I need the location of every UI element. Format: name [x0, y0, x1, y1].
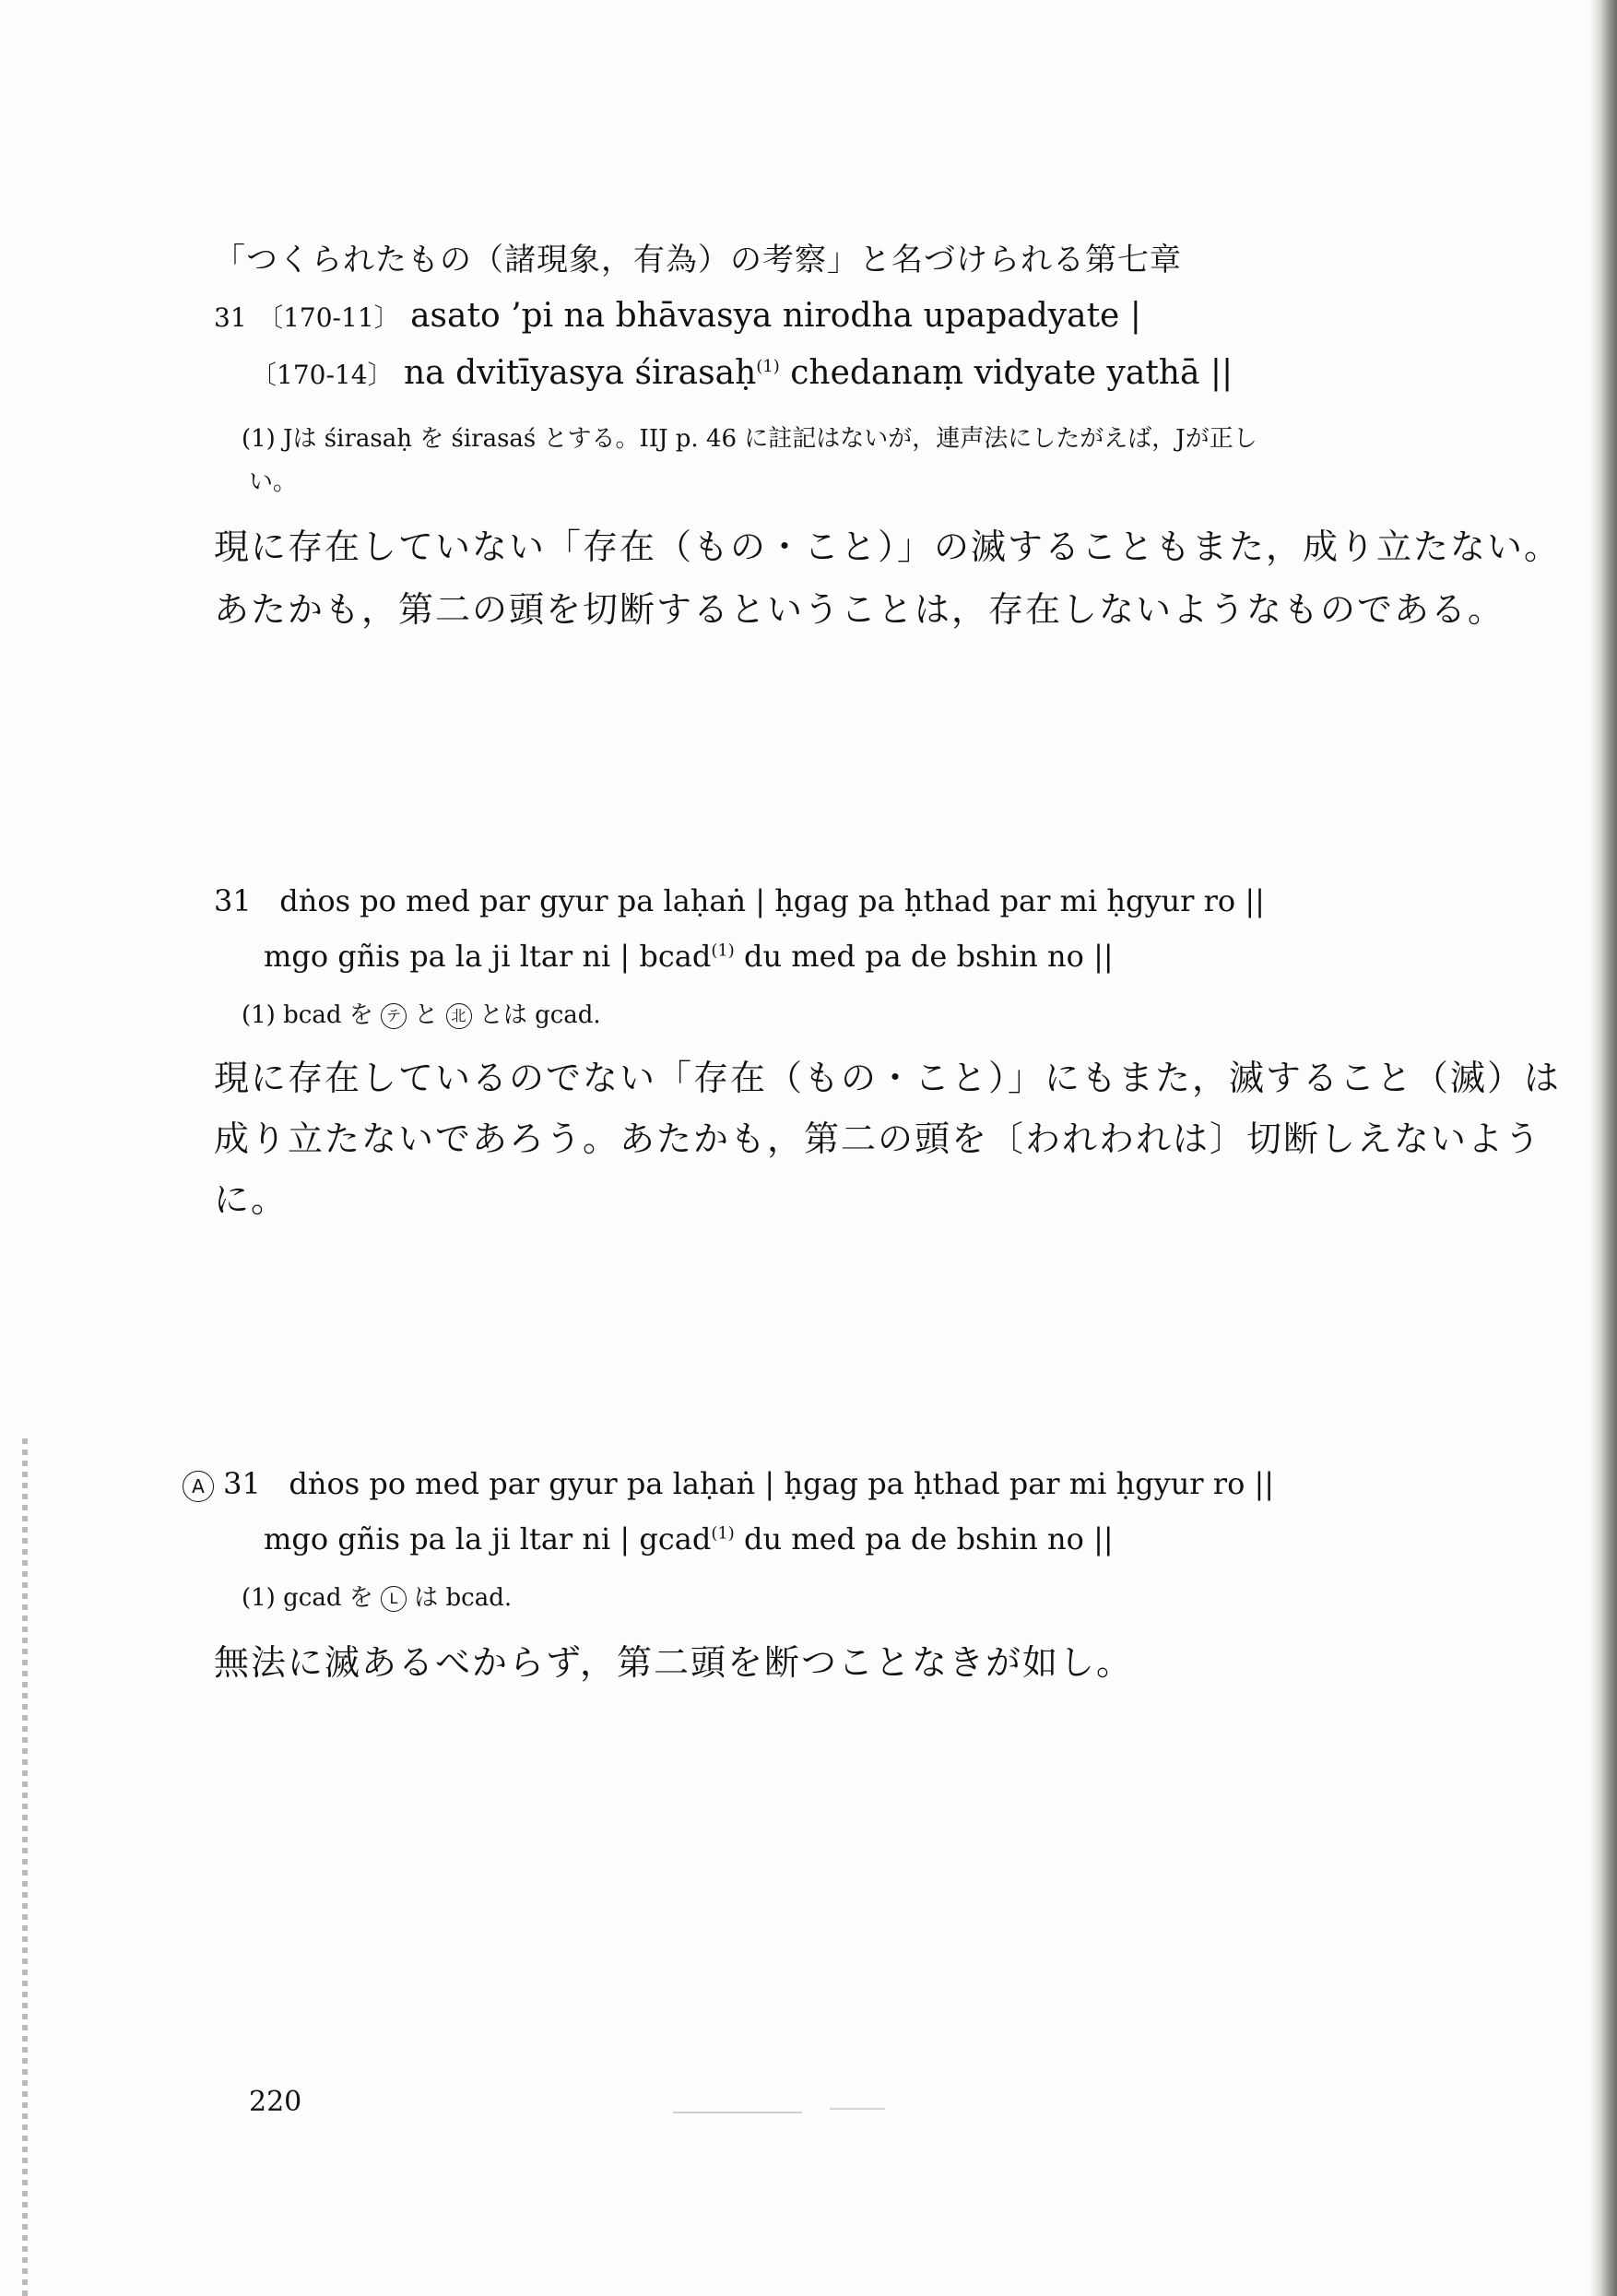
verse-number: 31 [223, 1466, 261, 1501]
footnote-text: Jは śirasaḥ を śirasaś とする。IIJ p. 46 に註記はないが，連声法にしたがえば，Jが正し [283, 425, 1257, 453]
edition-sigla-icon: A [183, 1471, 214, 1502]
sanskrit-ref-1: 〔170-11〕 [257, 302, 400, 333]
footnote-label: (1) [242, 1001, 276, 1029]
sanskrit-text-2b: chedanaṃ vidyate yathā || [779, 354, 1233, 392]
sanskrit-ref-2: 〔170-14〕 [251, 360, 394, 390]
translation-line: に。 [214, 1179, 289, 1220]
scan-smudge [830, 2108, 885, 2110]
footnote-text: と [414, 1001, 439, 1029]
sanskrit-footnote [242, 420, 1257, 454]
sanskrit-line-2 [251, 354, 1233, 392]
sanskrit-text-1: asato ’pi na bhāvasya nirodha upapadyate | [410, 297, 1141, 335]
tibetan-line-1 [214, 883, 1265, 918]
tibetan-line-2 [264, 939, 1114, 974]
footnote-label: (1) [242, 425, 276, 453]
edition-sigla-icon: 北 [446, 1003, 472, 1029]
sanskrit-line-1 [214, 297, 1141, 335]
binding-edge [22, 1438, 28, 2296]
translation-line: あたかも，第二の頭を切断するということは，存在しないようなものである。 [214, 589, 1505, 630]
tibetan-text-1: dṅos po med par gyur pa laḥaṅ | ḥgag pa ḥthad par mi ḥgyur ro || [279, 883, 1265, 918]
footnote-text: gcad を [283, 1584, 373, 1612]
footnote-marker: (1) [711, 941, 735, 961]
tibetan-footnote [242, 1579, 512, 1613]
footnote-marker: (1) [711, 1523, 735, 1544]
edition-sigla-icon: テ [381, 1003, 407, 1029]
tibetan-line-2 [264, 1521, 1114, 1556]
footnote-marker: (1) [756, 357, 780, 376]
tibetan-text-2b: du med pa de bshin no || [734, 939, 1114, 974]
footnote-text: とは gcad. [478, 1001, 601, 1029]
tibetan-text-2b: du med pa de bshin no || [734, 1521, 1114, 1556]
verse-number: 31 [214, 883, 252, 918]
tibetan-text-1: dṅos po med par gyur pa laḥaṅ | ḥgag pa ḥthad par mi ḥgyur ro || [289, 1466, 1275, 1501]
footnote-label: (1) [242, 1584, 276, 1612]
sanskrit-text-2a: na dvitīyasya śirasaḥ [404, 354, 757, 392]
page-number: 220 [249, 2086, 302, 2118]
edition-sigla-icon: L [381, 1586, 407, 1612]
tibetan-text-2a: mgo gñis pa la ji ltar ni | bcad [264, 939, 712, 974]
tibetan-line-1 [183, 1466, 1274, 1502]
tibetan-footnote [242, 996, 601, 1030]
translation-line: 成り立たないであろう。あたかも，第二の頭を〔われわれは〕切断しえないよう [214, 1118, 1542, 1159]
translation-line: 現に存在していない「存在（もの・こと）」の滅することもまた，成り立たない。 [214, 527, 1562, 567]
tibetan-text-2a: mgo gñis pa la ji ltar ni | gcad [264, 1521, 712, 1556]
scan-smudge [673, 2112, 802, 2113]
verse-number: 31 [214, 302, 247, 333]
sanskrit-footnote-cont: い。 [249, 468, 298, 496]
translation-line: 現に存在しているのでない「存在（もの・こと）」にもまた，滅すること（滅）は [214, 1058, 1562, 1098]
footnote-text: は bcad. [414, 1584, 513, 1612]
chapter-heading: 「つくられたもの（諸現象，有為）の考察」と名づけられる第七章 [214, 242, 1182, 278]
page-edge-shadow [1589, 0, 1617, 2296]
translation-line: 無法に滅あるべからず，第二頭を断つことなきが如し。 [214, 1642, 1133, 1683]
footnote-text: bcad を [283, 1001, 373, 1029]
